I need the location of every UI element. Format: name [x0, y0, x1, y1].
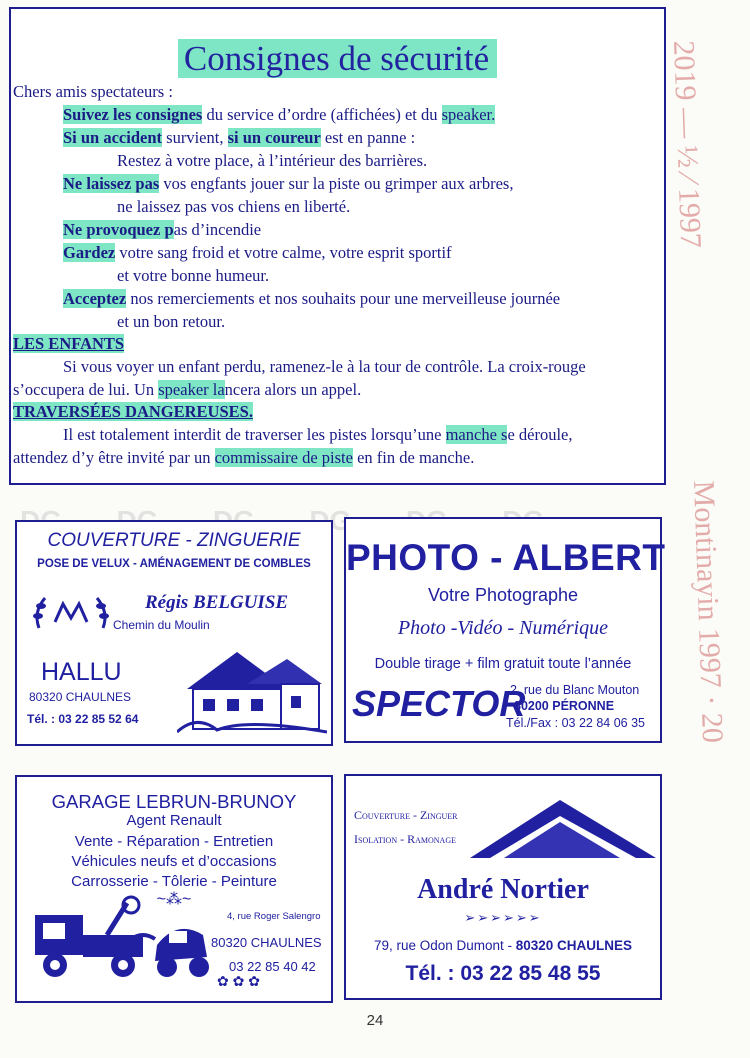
offer: Double tirage + film gratuit toute l’année: [374, 656, 632, 672]
phone: Tél. : 03 22 85 48 55: [405, 962, 601, 985]
paragraph-line: Il est totalement interdit de traverser les pistes lorsqu’une manche se déroule,: [63, 425, 573, 444]
services-line: Couverture - Zinguer: [354, 808, 458, 822]
instruction-line: Gardez votre sang froid et votre calme, votre esprit sportif: [63, 243, 452, 262]
agent: Agent Renault: [126, 812, 222, 829]
street: Chemin du Moulin: [113, 618, 210, 632]
margin-handwriting: 2019 — ½ ⁄ 1997: [667, 40, 708, 249]
ad-title: GARAGE LEBRUN-BRUNOY: [51, 791, 297, 812]
instruction-line: Ne laissez pas vos engfants jouer sur la piste ou grimper aux arbres,: [63, 174, 514, 193]
greeting: Chers amis spectateurs :: [13, 82, 173, 101]
services-line: Isolation - Ramonage: [354, 832, 456, 846]
ad-couverture-zinguerie: [15, 520, 333, 746]
postcode: 80320 CHAULNES: [29, 690, 132, 704]
services-line: Vente - Réparation - Entretien: [74, 833, 274, 850]
heading-traversees: TRAVERSÉES DANGEREUSES.: [13, 402, 253, 421]
town: HALLU: [41, 658, 122, 686]
ad-title: PHOTO - ALBERT: [346, 537, 666, 578]
instruction-line: Si un accident survient, si un coureur est en panne :: [63, 128, 416, 147]
instruction-line: Ne provoquez pas d’incendie: [63, 220, 262, 239]
instruction-line: et un bon retour.: [117, 312, 226, 331]
tow-truck-illustration-icon: [27, 895, 227, 995]
phone: Tél. : 03 22 85 52 64: [27, 712, 139, 726]
paragraph-line: attendez d’y être invité par un commissaire de piste en fin de manche.: [13, 448, 475, 467]
safety-title: Consignes de sécurité: [11, 39, 664, 79]
postcode: 80200 PÉRONNE: [514, 699, 615, 713]
brand: SPECTOR: [352, 683, 526, 724]
street: 2, rue du Blanc Mouton: [510, 683, 640, 697]
roof-logo-icon: [470, 796, 660, 866]
owner-name: André Nortier: [417, 874, 589, 905]
laurel-logo-icon: [29, 588, 113, 636]
services: Photo -Vidéo - Numérique: [397, 617, 609, 639]
ad-title: COUVERTURE - ZINGUERIE: [47, 530, 301, 551]
services-line: Véhicules neufs et d’occasions: [71, 853, 277, 870]
house-illustration-icon: [177, 644, 327, 734]
ornament-icon: ~⁂~: [156, 891, 192, 908]
phone: 03 22 85 40 42: [229, 959, 316, 974]
street: 4, rue Roger Salengro: [227, 911, 321, 922]
instruction-line: Suivez les consignes du service d’ordre (affichées) et du speaker.: [63, 105, 496, 124]
paragraph-line: Si vous voyer un enfant perdu, ramenez-le à la tour de contrôle. La croix-rouge: [63, 357, 586, 376]
arrows-decoration: ➢➢➢➢➢➢: [464, 910, 542, 925]
paragraph-line: s’occupera de lui. Un speaker lancera alors un appel.: [13, 380, 362, 399]
owner-name: Régis BELGUISE: [145, 592, 289, 613]
page-number: 24: [366, 1012, 384, 1029]
ad-garage-lebrun: [15, 775, 333, 1003]
instruction-line: Acceptez nos remerciements et nos souhaits pour une merveilleuse journée: [63, 289, 561, 308]
tagline: Votre Photographe: [427, 585, 579, 605]
instruction-line: et votre bonne humeur.: [117, 266, 270, 285]
postcode: 80320 CHAULNES: [211, 935, 322, 950]
address: 79, rue Odon Dumont - 80320 CHAULNES: [373, 938, 633, 953]
instruction-line: Restez à votre place, à l’intérieur des barrières.: [117, 151, 428, 170]
safety-instructions-box: [9, 7, 666, 485]
ornament-icon: ✿ ✿ ✿: [217, 973, 260, 989]
ad-andre-nortier: [344, 774, 662, 1000]
ad-photo-albert: [344, 517, 666, 743]
services-line: Carrosserie - Tôlerie - Peinture: [71, 873, 277, 890]
heading-enfants: LES ENFANTS: [13, 334, 125, 353]
margin-handwriting: Montinayin 1997 · 20: [687, 480, 730, 744]
phone: Tél./Fax : 03 22 84 06 35: [506, 716, 645, 730]
instruction-line: ne laissez pas vos chiens en liberté.: [117, 197, 351, 216]
ad-subtitle: POSE DE VELUX - AMÉNAGEMENT DE COMBLES: [37, 558, 311, 570]
